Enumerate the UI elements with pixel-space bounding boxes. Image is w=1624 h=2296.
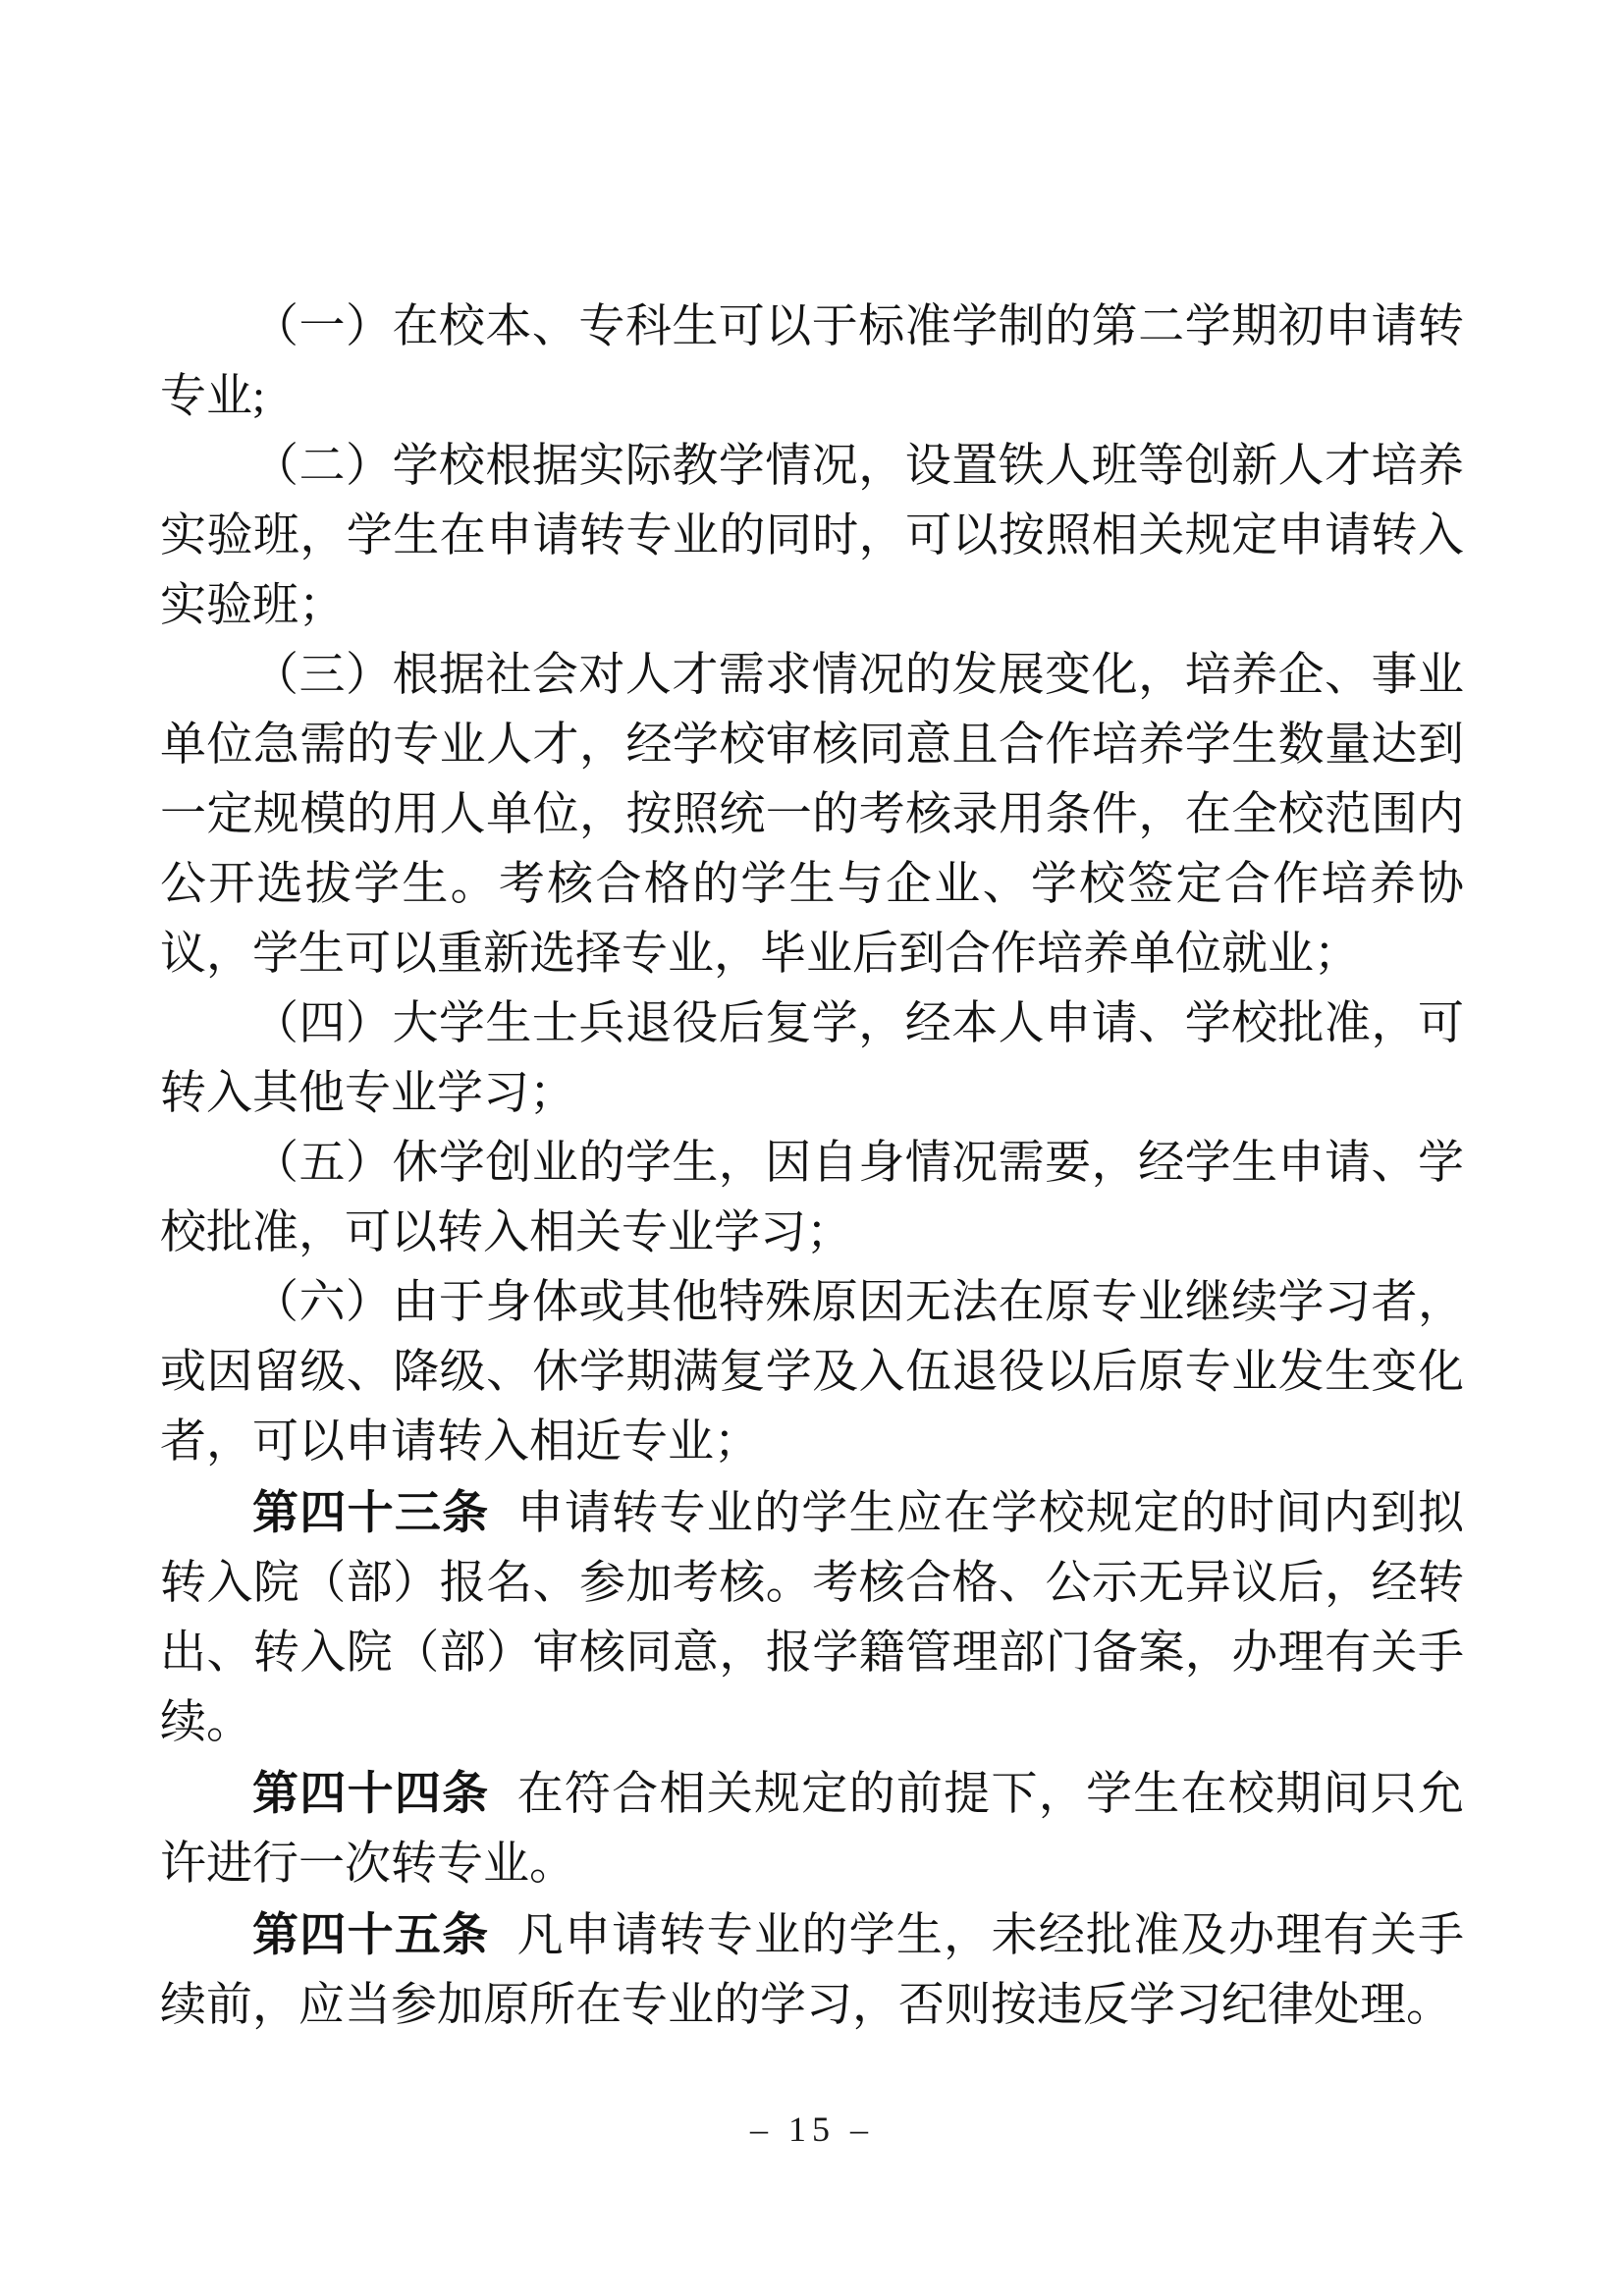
item-paragraph: [160, 432, 1464, 641]
page-number: – 15 –: [750, 2109, 874, 2149]
paragraph-text: （四）大学生士兵退役后复学，经本人申请、学校批准，可转入其他专业学习；: [160, 998, 1464, 1119]
item-paragraph: [160, 989, 1464, 1129]
article-paragraph: [160, 1477, 1464, 1758]
article-paragraph: [160, 1758, 1464, 1899]
paragraph-text: （三）根据社会对人才需求情况的发展变化，培养企、事业单位急需的专业人才，经学校审核同意且合作培养学生数量达到一定规模的用人单位，按照统一的考核录用条件，在全校范围内公开选拔学生。考核合格的学生与企业、学校签定合作培养协议，学生可以重新选择专业，毕业后到合作培养单位就业；: [160, 650, 1464, 980]
paragraph-text: （二）学校根据实际教学情况，设置铁人班等创新人才培养实验班，学生在申请转专业的同时，可以按照相关规定申请转入实验班；: [160, 441, 1464, 631]
article-number: 第四十五条: [252, 1908, 490, 1960]
article-number: 第四十四条: [252, 1767, 490, 1819]
article-paragraph: [160, 1899, 1464, 2041]
document-body: [160, 293, 1464, 2041]
paragraph-text: 在符合相关规定的前提下，学生在校期间只允许进行一次转专业。: [160, 1769, 1465, 1890]
item-paragraph: [160, 641, 1464, 989]
paragraph-text: （六）由于身体或其他特殊原因无法在原专业继续学习者，或因留级、降级、休学期满复学及入伍退役以后原专业发生变化者，可以申请转入相近专业；: [160, 1277, 1464, 1468]
item-paragraph: [160, 1129, 1464, 1268]
paragraph-text: （五）休学创业的学生，因自身情况需要，经学生申请、学校批准，可以转入相关专业学习；: [160, 1138, 1464, 1258]
paragraph-text: 凡申请转专业的学生，未经批准及办理有关手续前，应当参加原所在专业的学习，否则按违反学习纪律处理。: [160, 1910, 1465, 2031]
item-paragraph: [160, 293, 1464, 432]
paragraph-text: （一）在校本、专科生可以于标准学制的第二学期初申请转专业;: [160, 301, 1464, 422]
item-paragraph: [160, 1268, 1464, 1477]
article-number: 第四十三条: [252, 1486, 490, 1538]
paragraph-text: 申请转专业的学生应在学校规定的时间内到拟转入院（部）报名、参加考核。考核合格、公示无异议后，经转出、转入院（部）审核同意，报学籍管理部门备案，办理有关手续。: [160, 1488, 1465, 1748]
